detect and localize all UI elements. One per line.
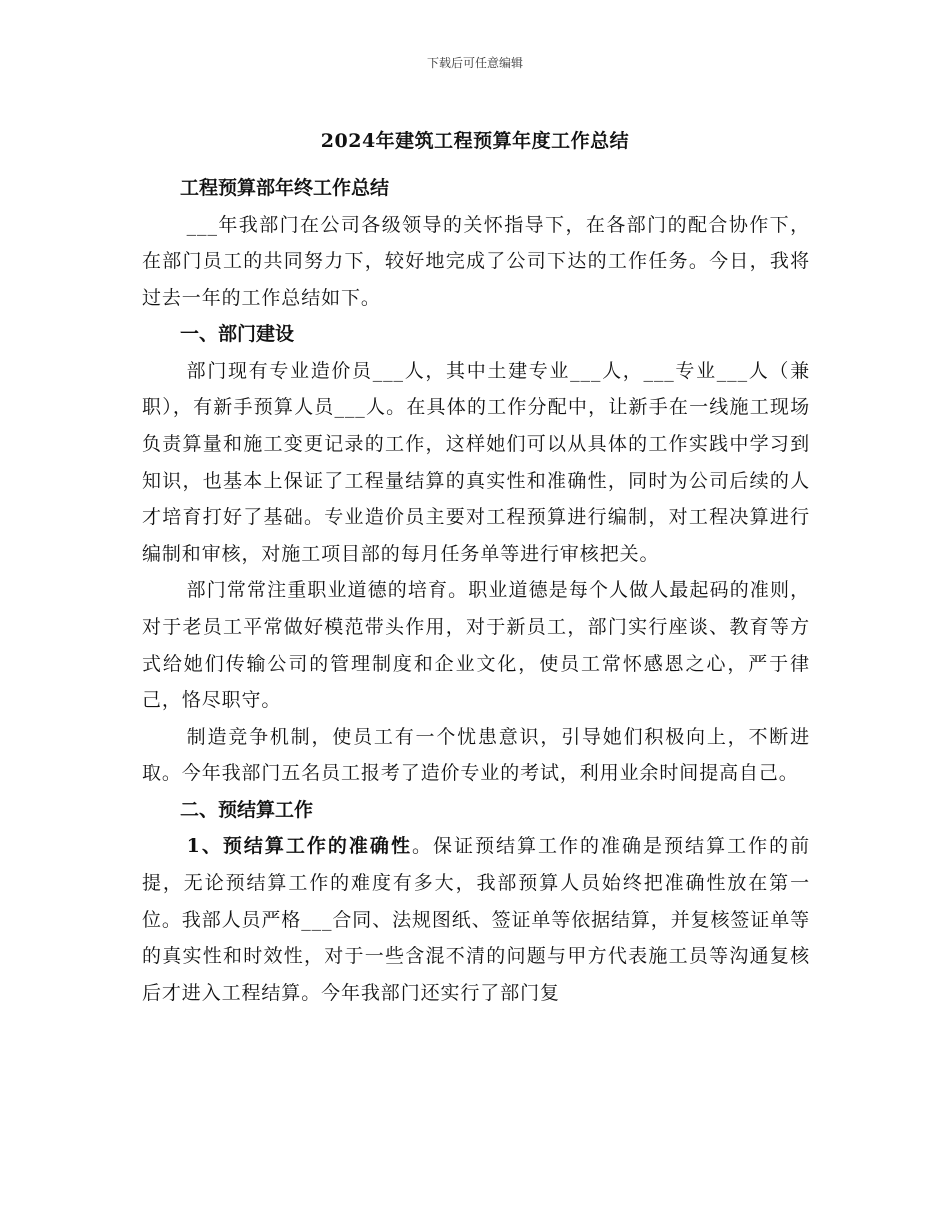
document-body: [142, 170, 810, 1011]
section-1-paragraph-2: 部门常常注重职业道德的培育。职业道德是每个人做人最起码的准则，对于老员工平常做好模范带头作用，对于新员工，部门实行座谈、教育等方式给她们传输公司的管理制度和企业文化，使员工常怀感恩之心，严于律己，恪尽职守。: [142, 579, 810, 712]
section-1-paragraph-1: 部门现有专业造价员___人，其中土建专业___人，___专业___人（兼职），有新手预算人员___人。在具体的工作分配中，让新手在一线施工现场负责算量和施工变更记录的工作，这样她们可以从具体的工作实践中学习到知识，也基本上保证了工程量结算的真实性和准确性，同时为公司后续的人才培育打好了基础。专业造价员主要对工程预算进行编制，对工程决算进行编制和审核，对施工项目部的每月任务单等进行审核把关。: [142, 359, 810, 565]
item-1-text: 。保证预结算工作的准确是预结算工作的前提，无论预结算工作的难度有多大，我部预算人员始终把准确性放在第一位。我部人员严格___合同、法规图纸、签证单等依据结算，并复核签证单等的真实性和时效性，对于一些含混不清的问题与甲方代表施工员等沟通复核后才进入工程结算。今年我部门还实行了部门复: [142, 835, 811, 1004]
section-2-heading: 二、预结算工作: [180, 798, 314, 821]
section-1-heading: 一、部门建设: [180, 323, 295, 346]
intro-paragraph: ___年我部门在公司各级领导的关怀指导下，在各部门的配合协作下，在部门员工的共同努力下，较好地完成了公司下达的工作任务。今日，我将过去一年的工作总结如下。: [142, 213, 810, 309]
item-1-lead: 1、预结算工作的准确性: [186, 835, 412, 858]
subtitle-heading: 工程预算部年终工作总结: [180, 177, 390, 199]
header-note: 下载后可任意编辑: [426, 56, 523, 70]
document-title: 2024年建筑工程预算年度工作总结: [320, 130, 630, 152]
section-1-paragraph-3: 制造竞争机制，使员工有一个忧患意识，引导她们积极向上，不断进取。今年我部门五名员工报考了造价专业的考试，利用业余时间提高自己。: [142, 725, 810, 785]
section-2-paragraph-1: [142, 828, 810, 1011]
